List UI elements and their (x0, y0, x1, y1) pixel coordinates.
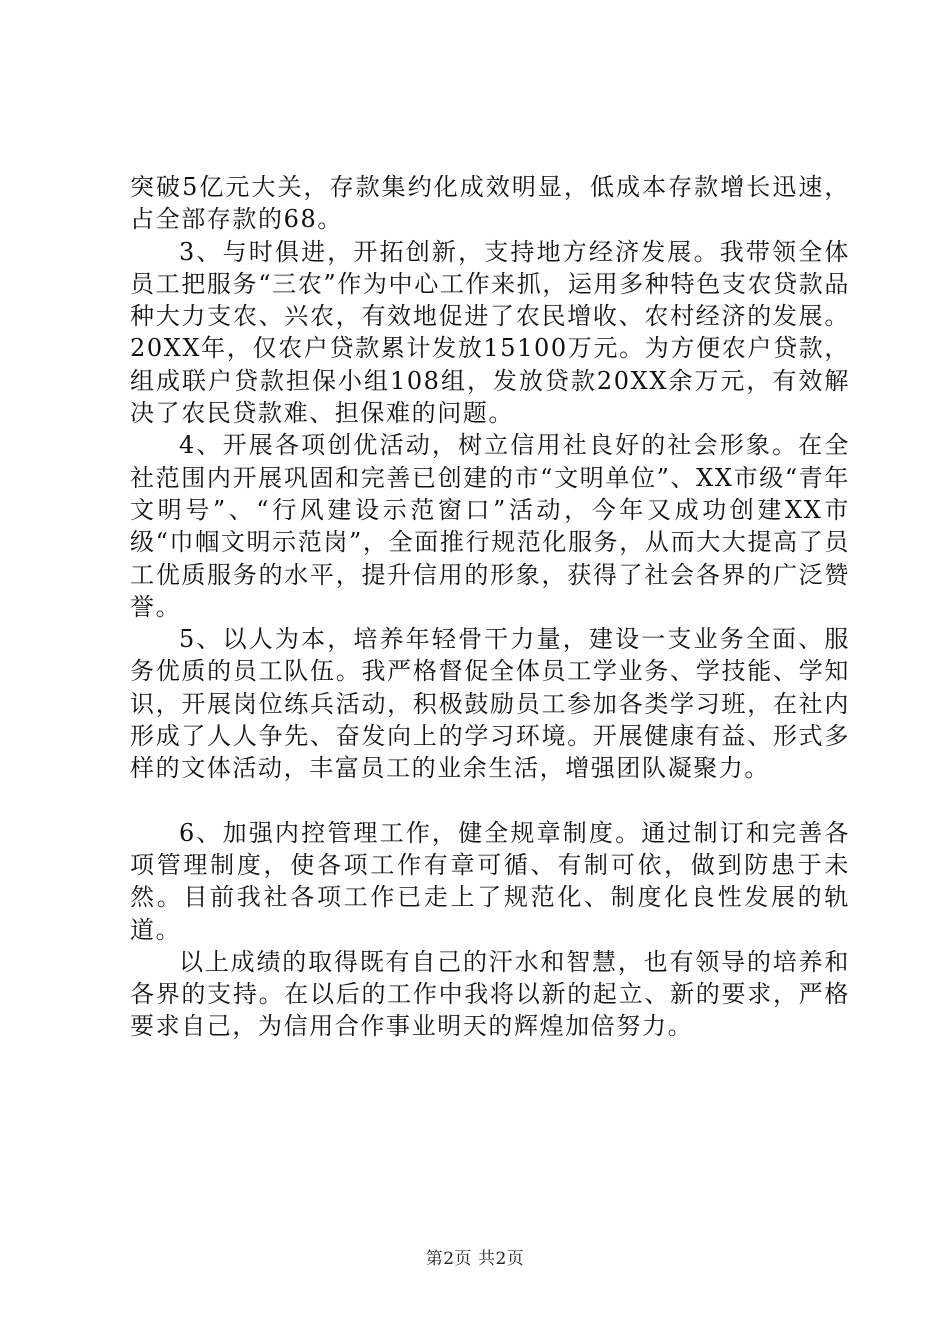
paragraph-item-6: 6、加强内控管理工作，健全规章制度。通过制订和完善各项管理制度，使各项工作有章可循、有制可依，做到防患于未然。目前我社各项工作已走上了规范化、制度化良性发展的轨道。 (130, 818, 850, 944)
page-number-label: 第2页 共2页 (425, 1249, 525, 1269)
page-footer (0, 1244, 950, 1269)
paragraph-conclusion: 以上成绩的取得既有自己的汗水和智慧，也有领导的培养和各界的支持。在以后的工作中我将以新的起立、新的要求，严格要求自己，为信用合作事业明天的辉煌加倍努力。 (130, 947, 850, 1041)
paragraph-continuation: 突破5亿元大关，存款集约化成效明显，低成本存款增长迅速，占全部存款的68。 (130, 173, 850, 234)
document-body (130, 171, 850, 1043)
paragraph-item-5: 5、以人为本，培养年轻骨干力量，建设一支业务全面、服务优质的员工队伍。我严格督促全体员工学业务、学技能、学知识，开展岗位练兵活动，积极鼓励员工参加各类学习班，在社内形成了人人争先、奋发向上的学习环境。开展健康有益、形式多样的文体活动，丰富员工的业余生活，增强团队凝聚力。 (130, 625, 850, 783)
paragraph-item-3: 3、与时俱进，开拓创新，支持地方经济发展。我带领全体员工把服务“三农”作为中心工作来抓，运用多种特色支农贷款品种大力支农、兴农，有效地促进了农民增收、农村经济的发展。20XX年，仅农户贷款累计发放15100万元。为方便农户贷款，组成联户贷款担保小组108组，发放贷款20XX余万元，有效解决了农民贷款难、担保难的问题。 (130, 237, 850, 428)
paragraph-item-4: 4、开展各项创优活动，树立信用社良好的社会形象。在全社范围内开展巩固和完善已创建的市“文明单位”、XX市级“青年文明号”、“行风建设示范窗口”活动，今年又成功创建XX市级“巾帼文明示范岗”，全面推行规范化服务，从而大大提高了员工优质服务的水平，提升信用的形象，获得了社会各界的广泛赞誉。 (130, 431, 850, 621)
